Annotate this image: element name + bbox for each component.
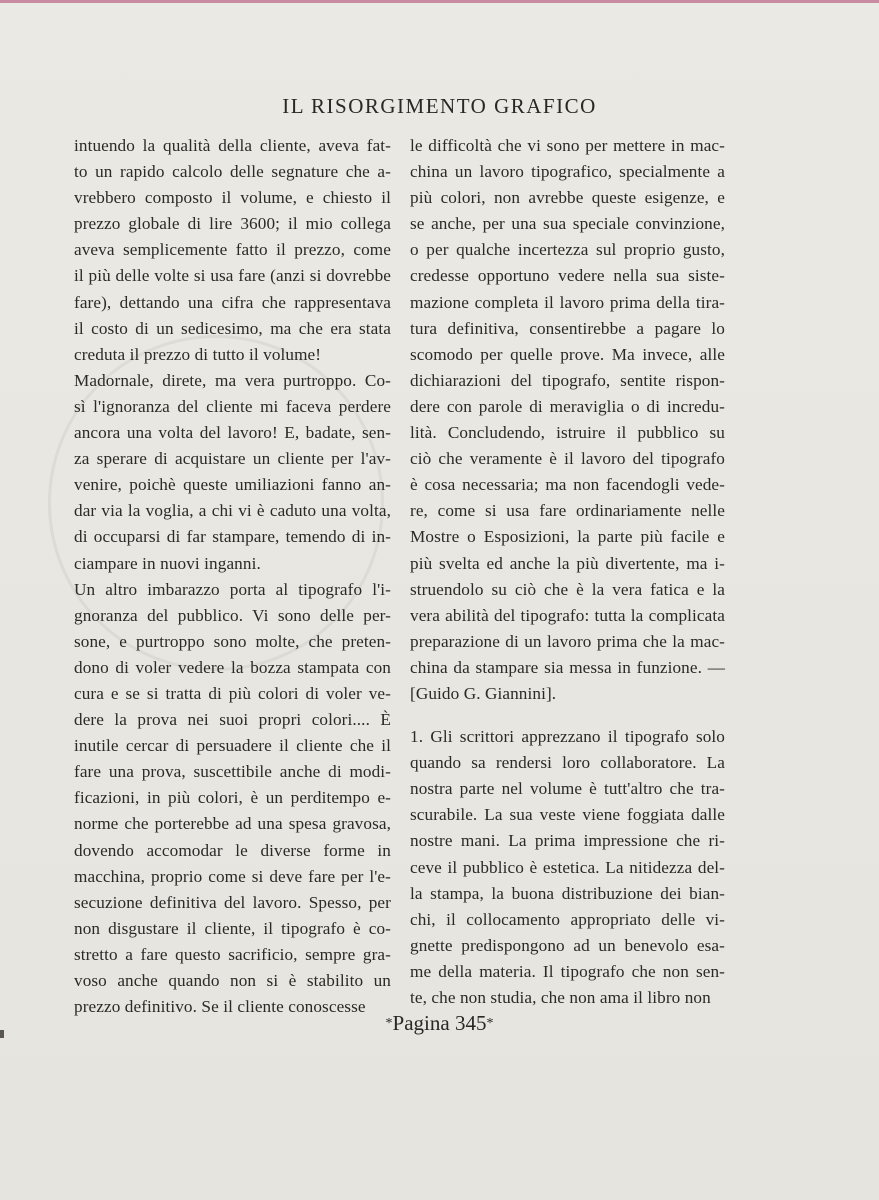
text-line: me della materia. Il tipografo che non sen- bbox=[410, 961, 725, 981]
text-line: cura e se si tratta di più colori di voler ve- bbox=[74, 683, 391, 703]
text-line: la stampa, la buona distribuzione dei bian- bbox=[410, 883, 725, 903]
text-line: fare), dettando una cifra che rappresentava bbox=[74, 292, 391, 312]
text-line: il costo di un sedicesimo, ma che era stata bbox=[74, 318, 391, 338]
folio-star-left: * bbox=[385, 1016, 393, 1031]
page-top-edge bbox=[0, 0, 879, 3]
text-line: ceve il pubblico è estetica. La nitidezza del- bbox=[410, 857, 725, 877]
text-line: dichiarazioni del tipografo, sentite rispon- bbox=[410, 370, 725, 390]
text-line: Mostre o Esposizioni, la parte più facile e bbox=[410, 527, 725, 547]
text-line: ancora una volta del lavoro! E, badate, sen- bbox=[74, 423, 391, 443]
text-line: Un altro imbarazzo porta al tipografo l'i- bbox=[74, 579, 391, 599]
text-line: le difficoltà che vi sono per mettere in mac- bbox=[410, 136, 725, 155]
text-line: il più delle volte si usa fare (anzi si dovrebbe bbox=[74, 266, 391, 286]
text-line: 1. Gli scrittori apprezzano il tipografo solo bbox=[410, 727, 725, 747]
paragraph-gap bbox=[410, 707, 725, 724]
text-line: sì l'ignoranza del cliente mi faceva perdere bbox=[74, 396, 391, 416]
text-line: dar via la voglia, a chi vi è caduto una volta, bbox=[74, 501, 391, 521]
text-line: fare una prova, suscettibile anche di modi- bbox=[74, 762, 391, 782]
text-line: di occuparsi di far stampare, temendo di in- bbox=[74, 527, 391, 547]
text-line: Madornale, direte, ma vera purtroppo. Co- bbox=[74, 370, 391, 390]
text-line: dere la prova nei suoi propri colori.... È bbox=[74, 710, 391, 730]
text-line: china un lavoro tipografico, specialmente a bbox=[410, 162, 725, 182]
text-line: non disgustare il cliente, il tipografo è co- bbox=[74, 918, 391, 938]
text-line: secuzione definitiva del lavoro. Spesso, per bbox=[74, 892, 391, 912]
text-line: dono di voler vedere la bozza stampata con bbox=[74, 657, 391, 677]
text-line: macchina, proprio come si deve fare per l'e- bbox=[74, 866, 391, 886]
text-line: preparazione di un lavoro prima che la mac- bbox=[410, 631, 725, 651]
text-line: più svelta ed anche la più divertente, ma i- bbox=[410, 553, 725, 573]
text-line: inutile cercar di persuadere il cliente che il bbox=[74, 736, 391, 756]
text-line: è cosa necessaria; ma non facendogli vede- bbox=[410, 475, 725, 495]
text-line: gnoranza del pubblico. Vi sono delle per- bbox=[74, 605, 391, 625]
text-line: quando sa rendersi loro collaboratore. La bbox=[410, 753, 725, 773]
text-line: prezzo definitivo. Se il cliente conoscesse bbox=[74, 997, 366, 1017]
text-line: intuendo la qualità della cliente, aveva fat- bbox=[74, 136, 391, 155]
text-line: stretto a fare questo sacrificio, sempre gra- bbox=[74, 944, 391, 964]
text-line: chi, il collocamento appropriato delle vi- bbox=[410, 909, 725, 929]
text-line: re, come si usa fare ordinariamente nelle bbox=[410, 501, 725, 521]
text-line: più colori, non avrebbe queste esigenze, e bbox=[410, 188, 725, 208]
text-line: aveva semplicemente fatto il prezzo, come bbox=[74, 240, 391, 260]
text-line: lità. Concludendo, istruire il pubblico su bbox=[410, 423, 725, 443]
text-line: to un rapido calcolo delle segnature che a- bbox=[74, 162, 391, 182]
folio-label: Pagina 345 bbox=[392, 1011, 487, 1035]
page-number bbox=[0, 1011, 879, 1036]
text-line: ciampare in nuovi inganni. bbox=[74, 553, 261, 573]
folio-star-right: * bbox=[486, 1016, 494, 1031]
text-line: za sperare di acquistare un cliente per l'av- bbox=[74, 449, 391, 469]
text-line: venire, poichè queste umiliazioni fanno an- bbox=[74, 475, 391, 495]
text-line: sone, e purtroppo sono molte, che preten- bbox=[74, 631, 391, 651]
text-line: scomodo per quelle prove. Ma invece, alle bbox=[410, 344, 725, 364]
text-line: credesse opportuno vedere nella sua siste- bbox=[410, 266, 725, 286]
text-line: mazione completa il lavoro prima della tira- bbox=[410, 292, 725, 312]
text-line: tura definitiva, consentirebbe a pagare lo bbox=[410, 318, 725, 338]
text-line: scurabile. La sua veste viene foggiata dalle bbox=[410, 805, 725, 825]
text-line: nostre mani. La prima impressione che ri- bbox=[410, 831, 725, 851]
text-line: gnette predispongono ad un benevolo esa- bbox=[410, 935, 725, 955]
text-line: prezzo globale di lire 3600; il mio collega bbox=[74, 214, 391, 234]
running-head: IL RISORGIMENTO GRAFICO bbox=[282, 94, 597, 118]
text-line: [Guido G. Giannini]. bbox=[410, 683, 557, 703]
text-line: vera abilità del tipografo: tutta la complicata bbox=[410, 605, 725, 625]
text-line: te, che non studia, che non ama il libro non bbox=[410, 988, 711, 1007]
text-line: china da stampare sia messa in funzione. — bbox=[410, 657, 725, 677]
text-line: o per qualche incertezza sul proprio gusto, bbox=[410, 240, 725, 260]
text-line: norme che porterebbe ad una spesa gravosa, bbox=[74, 814, 391, 834]
left-column bbox=[74, 133, 391, 1020]
text-line: nostra parte nel volume è tutt'altro che tra- bbox=[410, 779, 725, 799]
text-line: dovendo accomodar le diverse forme in bbox=[74, 840, 391, 860]
right-column bbox=[410, 133, 725, 1011]
text-line: ciò che veramente è il lavoro del tipografo bbox=[410, 449, 725, 469]
text-line: voso anche quando non si è stabilito un bbox=[74, 971, 391, 990]
text-line: dere con parole di meraviglia o di incredu- bbox=[410, 396, 725, 416]
text-line: vrebbero composto il volume, e chiesto il bbox=[74, 188, 391, 208]
text-line: struendolo su ciò che è la vera fatica e la bbox=[410, 579, 725, 599]
text-line: se anche, per una sua speciale convinzione, bbox=[410, 214, 725, 234]
text-line: ficazioni, in più colori, è un perditempo e- bbox=[74, 788, 391, 808]
text-line: creduta il prezzo di tutto il volume! bbox=[74, 344, 322, 364]
